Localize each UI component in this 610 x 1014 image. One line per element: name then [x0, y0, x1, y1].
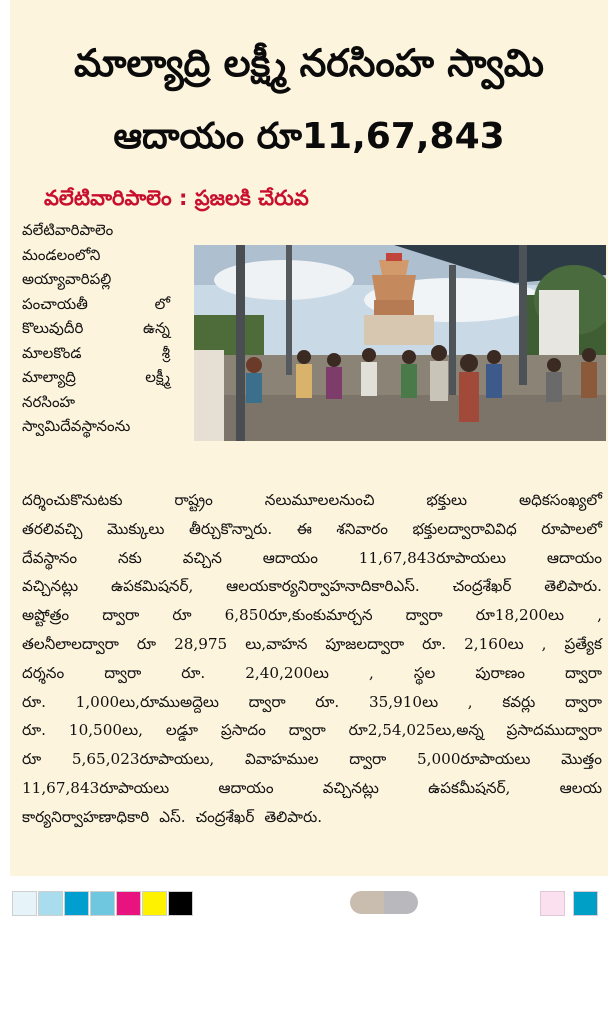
article-body-line	[22, 515, 602, 544]
headline-line-1: మాల్యాద్రి లక్ష్మీ నరసింహ స్వామి	[73, 41, 545, 85]
article-word: ప్రసాదముద్వారా	[506, 721, 602, 740]
article-word: భక్తులు	[426, 491, 468, 509]
article-word: తీర్చుకొన్నారు.	[188, 519, 273, 538]
article-body-line	[22, 745, 602, 774]
article-word: స్థల	[413, 663, 436, 682]
color-swatch	[142, 891, 167, 916]
article-word: ,	[597, 606, 602, 625]
article-word: రూపాలలో	[541, 519, 602, 538]
article-word: పురాణం	[475, 663, 525, 682]
article-body-line	[22, 601, 602, 630]
article-word: 2,160లు	[464, 634, 524, 653]
color-swatch	[12, 891, 37, 916]
article-word: దర్శనం	[22, 663, 65, 682]
article-word: తరలివచ్చి	[22, 519, 83, 538]
article-body-line	[22, 688, 602, 717]
article-word: ద్వారా	[349, 750, 387, 769]
article-word: ఆలయకార్యనిర్వాహనాదికారిఎస్.	[226, 577, 420, 596]
article-word: ఈ	[296, 519, 312, 538]
side-column-word: స్వామిదేవస్థానంను	[22, 417, 131, 435]
article-word: అధికసంఖ్యలో	[518, 491, 602, 509]
article-body-line	[22, 774, 602, 803]
article-word: ప్రత్యేక	[564, 634, 602, 653]
article-word: రూ	[172, 606, 192, 625]
article-word: వచ్చినట్లు	[322, 778, 379, 797]
article-word: ,	[541, 634, 547, 653]
article-word: ద్వారా	[248, 692, 286, 711]
article-word: కవర్లు	[502, 692, 536, 711]
article-word: దర్శించుకొనుటకు	[22, 491, 123, 509]
article-word: శనివారం	[336, 519, 388, 538]
side-column-word: నరసింహ	[22, 392, 76, 411]
article-word: రూ.	[422, 634, 447, 653]
color-swatch	[540, 891, 565, 916]
registration-pill	[350, 891, 418, 914]
article-word: 1,000లు,రూముఅద్దెలు	[75, 692, 219, 711]
article-word: ఆదాయం	[546, 548, 602, 567]
side-column-word: ఉన్న	[143, 319, 170, 337]
article-word: ఎస్.	[159, 807, 186, 826]
article-word: ,	[368, 663, 374, 682]
side-column-word: మండలంలోని	[22, 245, 101, 264]
article-word: ద్వారా	[102, 606, 140, 625]
article-word: ఆలయ	[559, 778, 602, 797]
article-word: ద్వారా	[104, 663, 142, 682]
article-word: ద్వారా	[565, 692, 602, 711]
article-word: చంద్రశేఖర్	[452, 577, 512, 596]
article-body-line	[22, 716, 602, 745]
side-column-word: లక్ష్మీ	[145, 368, 170, 386]
article-word: ఉపకమీషనర్,	[428, 778, 511, 797]
article-body-line	[22, 486, 602, 515]
color-swatch	[38, 891, 63, 916]
registration-pill-right	[384, 891, 418, 914]
article-word: మొక్కులు	[107, 519, 165, 538]
side-column-word: మాలకొండ	[22, 343, 82, 362]
article-word: వచ్చినట్లు	[22, 577, 79, 596]
article-word: చంద్రశేఖర్	[195, 807, 255, 826]
article-word: ప్రసాదం	[220, 721, 266, 740]
article-word: రాష్ట్రం	[174, 491, 213, 509]
article-word: తెలిపారు.	[544, 577, 602, 596]
article-body-line	[22, 659, 602, 688]
article-word: ఆదాయం	[218, 778, 274, 797]
article-word: 2,40,200లు	[245, 663, 329, 682]
color-swatch	[64, 891, 89, 916]
article-body-line	[22, 572, 602, 601]
article-word: రూ18,200లు	[475, 606, 565, 625]
article-word: లు,వాహన	[245, 634, 308, 653]
article-word: దేవస్థానం	[22, 548, 78, 567]
temple-photo	[194, 245, 606, 441]
side-column-line	[22, 316, 170, 341]
newspaper-clipping	[10, 0, 608, 876]
article-word: కార్యనిర్వాహణాధికారి	[22, 807, 150, 826]
article-word: 11,67,843రూపాయలు	[22, 778, 170, 797]
side-column-word: పంచాయతీ	[22, 294, 88, 313]
side-column-word: లో	[154, 294, 170, 313]
side-column-line	[22, 365, 170, 390]
article-word: రూ	[22, 750, 42, 769]
article-word: ద్వారా	[565, 663, 602, 682]
side-column-word: మాల్యాద్రి	[22, 368, 76, 386]
article-word: భక్తులద్వారావివిధ	[412, 519, 517, 538]
headline-line-2: ఆదాయం రూ11,67,843	[113, 116, 505, 157]
side-column-word: వలేటివారిపాలెం	[22, 221, 114, 239]
article-word: ద్వారా	[405, 606, 443, 625]
article-word: ద్వారా	[288, 721, 326, 740]
article-word: రూ.	[22, 692, 46, 711]
article-body-line	[22, 544, 602, 573]
article-word: నకు	[117, 548, 142, 567]
article-body	[22, 486, 602, 832]
article-word: 28,975	[174, 634, 228, 653]
article-word: రూ.	[181, 663, 206, 682]
side-column-line	[22, 292, 170, 317]
article-word: లడ్డూ	[165, 721, 198, 740]
article-word: 5,000రూపాయలు	[417, 750, 531, 769]
article-word: వివాహముల	[244, 750, 319, 769]
article-word: తలనీలాలద్వారా	[22, 634, 119, 653]
article-word: పూజలద్వారా	[325, 634, 405, 653]
side-column-line	[22, 414, 170, 439]
article-word: వచ్చిన	[182, 548, 222, 567]
side-column-word: కొలువుదీరి	[22, 319, 84, 337]
temple-photo-image	[194, 245, 606, 441]
article-word: ఆదాయం	[262, 548, 318, 567]
color-swatch	[573, 891, 598, 916]
article-word: మొత్తం	[561, 750, 602, 769]
color-swatch	[90, 891, 115, 916]
article-word: 11,67,843రూపాయలు	[358, 548, 506, 567]
side-text-column	[22, 218, 170, 439]
article-body-line	[22, 803, 602, 832]
color-swatch	[168, 891, 193, 916]
side-column-line	[22, 218, 170, 243]
article-word: 5,65,023రూపాయలు,	[71, 750, 215, 769]
article-word: రూ.	[22, 721, 46, 740]
article-word: 35,910లు	[368, 692, 439, 711]
article-word: రూ2,54,025లు,అన్న	[348, 721, 484, 740]
article-word: రూ	[136, 634, 157, 653]
side-column-line	[22, 341, 170, 366]
article-word: అష్టోత్రం	[22, 606, 70, 625]
side-column-line	[22, 267, 170, 292]
article-word: ,	[467, 692, 473, 711]
dateline: వలేటివారిపాలెం : ప్రజలకి చేరువ	[44, 186, 309, 210]
article-word: నలుమూలలనుంచి	[264, 491, 375, 509]
side-column-word: శ్రీ	[161, 343, 170, 362]
color-swatch	[116, 891, 141, 916]
side-column-line	[22, 390, 170, 415]
article-word: తెలిపారు.	[264, 807, 323, 826]
article-word: ఉపకమిషనర్,	[111, 577, 194, 596]
registration-pill-left	[350, 891, 384, 914]
side-column-line	[22, 243, 170, 268]
article-word: రూ.	[315, 692, 340, 711]
side-column-word: అయ్యావారిపల్లి	[22, 270, 112, 288]
article-body-line	[22, 630, 602, 659]
article-word: 10,500లు,	[68, 721, 143, 740]
article-word: 6,850రూ,కుంకుమార్చన	[224, 606, 373, 625]
